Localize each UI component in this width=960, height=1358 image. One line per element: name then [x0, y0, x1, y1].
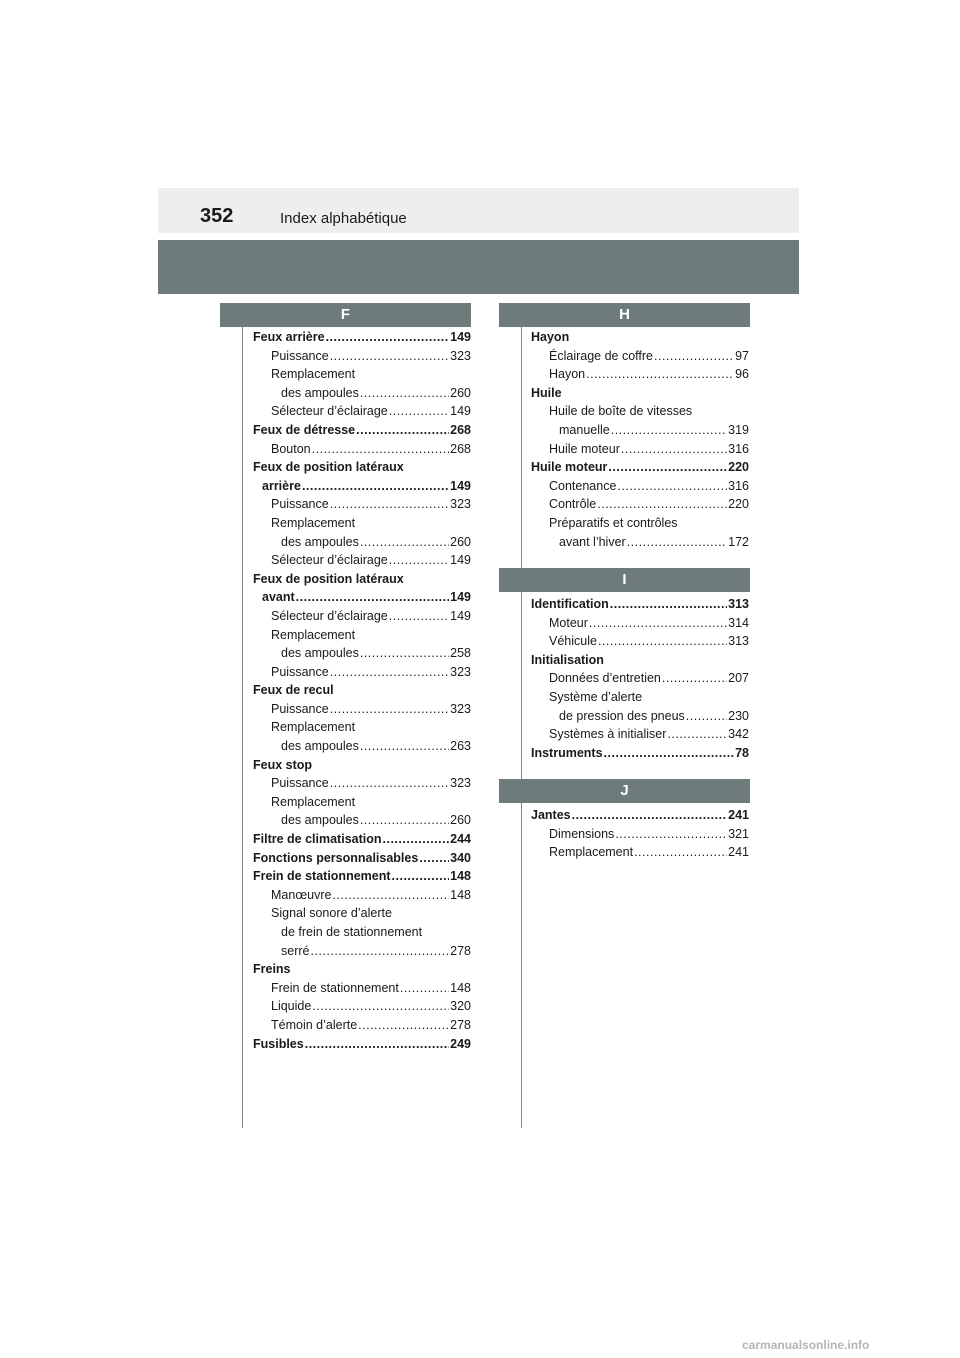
index-entry: [253, 718, 471, 737]
dot-leader: [330, 700, 449, 719]
dot-leader: [389, 402, 449, 421]
index-term: Véhicule: [549, 634, 597, 649]
index-term: Jantes: [531, 808, 571, 822]
dot-leader: [360, 644, 449, 663]
dot-leader: [615, 825, 727, 844]
dot-leader: [302, 477, 449, 496]
index-entry: [531, 614, 749, 633]
index-entry: [253, 607, 471, 626]
index-term: Éclairage de coffre: [549, 348, 653, 363]
watermark: carmanualsonline.info: [742, 1338, 870, 1352]
header-bar: [158, 188, 799, 233]
index-term: des ampoules: [281, 813, 359, 828]
index-page-number: 260: [450, 385, 471, 400]
index-entry: [253, 663, 471, 682]
index-term: arrière: [262, 478, 301, 493]
index-entry: [531, 440, 749, 459]
index-entry: [531, 651, 749, 670]
index-page-number: 207: [728, 671, 749, 686]
index-entry: [253, 551, 471, 570]
index-term: des ampoules: [281, 646, 359, 661]
index-term: des ampoules: [281, 385, 359, 400]
index-entry: [253, 347, 471, 366]
index-term: Fusibles: [253, 1036, 304, 1051]
index-page-number: 220: [728, 497, 749, 512]
index-entry: [253, 737, 471, 756]
index-page-number: 172: [728, 534, 749, 549]
dot-leader: [621, 440, 727, 459]
dot-leader: [627, 533, 727, 552]
index-entry: [253, 1016, 471, 1035]
index-entry: [253, 365, 471, 384]
index-term: Puissance: [271, 701, 329, 716]
index-page-number: 149: [450, 553, 471, 568]
dot-leader: [312, 997, 449, 1016]
index-entry: [253, 328, 471, 347]
index-page-number: 149: [450, 608, 471, 623]
index-entry: [253, 644, 471, 663]
dot-leader: [360, 384, 449, 403]
index-entry: [253, 421, 471, 440]
dot-leader: [572, 806, 728, 825]
index-term: Sélecteur d’éclairage: [271, 608, 388, 623]
index-page-number: 320: [450, 999, 471, 1014]
dot-leader: [332, 886, 449, 905]
index-term: Données d’entretien: [549, 671, 661, 686]
index-term: Sélecteur d’éclairage: [271, 553, 388, 568]
index-term: Instruments: [531, 745, 603, 760]
index-page-number: 323: [450, 348, 471, 363]
index-entry: [253, 384, 471, 403]
index-page-number: 319: [728, 422, 749, 437]
index-term: Feux de position latéraux: [253, 571, 404, 586]
index-page-number: 342: [728, 727, 749, 742]
index-page-number: 321: [728, 826, 749, 841]
index-entry: [253, 477, 471, 496]
index-term: Systèmes à initialiser: [549, 727, 667, 742]
index-term: Fonctions personnalisables: [253, 850, 419, 865]
index-entry: [253, 997, 471, 1016]
dot-leader: [383, 830, 450, 849]
index-entry: [531, 725, 749, 744]
index-page-number: 323: [450, 664, 471, 679]
index-entry: [253, 942, 471, 961]
index-page-number: 220: [728, 460, 749, 475]
index-entry: [531, 843, 749, 862]
index-page-number: 263: [450, 739, 471, 754]
index-entry: [253, 570, 471, 589]
index-page-number: 241: [728, 845, 749, 860]
index-term: Remplacement: [271, 515, 356, 530]
dot-leader: [360, 533, 449, 552]
dot-leader: [654, 347, 734, 366]
index-entry: [531, 477, 749, 496]
index-page-number: 78: [735, 745, 749, 760]
index-page-number: 323: [450, 776, 471, 791]
index-page-number: 249: [450, 1036, 471, 1051]
index-page-number: 313: [728, 634, 749, 649]
index-page-number: 258: [450, 646, 471, 661]
dot-leader: [610, 595, 727, 614]
index-page-number: 149: [450, 404, 471, 419]
index-page-number: 148: [450, 980, 471, 995]
index-entry: [531, 458, 749, 477]
index-page-number: 316: [728, 478, 749, 493]
dot-leader: [400, 979, 449, 998]
dot-leader: [419, 849, 449, 868]
index-term: Sélecteur d’éclairage: [271, 404, 388, 419]
index-term: Initialisation: [531, 652, 604, 667]
dot-leader: [634, 843, 727, 862]
index-term: Manœuvre: [271, 887, 332, 902]
index-page-number: 230: [728, 708, 749, 723]
index-entry: [531, 688, 749, 707]
index-term: des ampoules: [281, 534, 359, 549]
section-f-entries: [253, 328, 471, 1053]
index-page-number: 268: [450, 422, 471, 437]
index-term: Feux arrière: [253, 330, 325, 344]
index-term: avant l’hiver: [559, 534, 626, 549]
index-entry: [253, 588, 471, 607]
dot-leader: [330, 774, 449, 793]
index-entry: [531, 402, 749, 421]
index-entry: [253, 793, 471, 812]
dot-leader: [589, 614, 727, 633]
section-letter-h: H: [499, 303, 750, 327]
index-entry: [531, 384, 749, 403]
dot-leader: [611, 421, 727, 440]
dot-leader: [330, 347, 449, 366]
page-title: Index alphabétique: [280, 210, 407, 227]
index-entry: [531, 495, 749, 514]
index-entry: [531, 365, 749, 384]
dot-leader: [326, 328, 450, 347]
index-entry: [531, 328, 749, 347]
index-term: Remplacement: [271, 720, 356, 735]
index-page-number: 148: [450, 887, 471, 902]
index-term: Hayon: [531, 330, 570, 344]
index-entry: [531, 669, 749, 688]
index-entry: [531, 825, 749, 844]
dot-leader: [686, 707, 727, 726]
section-i-entries: [531, 595, 749, 762]
index-term: Freins: [253, 962, 291, 977]
section-j-entries: [531, 806, 749, 862]
index-page-number: 278: [450, 1017, 471, 1032]
dot-leader: [360, 737, 449, 756]
dot-leader: [360, 811, 449, 830]
index-entry: [253, 756, 471, 775]
index-entry: [531, 533, 749, 552]
index-term: Puissance: [271, 497, 329, 512]
dot-leader: [662, 669, 727, 688]
dot-leader: [305, 1035, 449, 1054]
index-page-number: 149: [450, 330, 471, 344]
index-entry: [253, 923, 471, 942]
index-entry: [531, 421, 749, 440]
index-entry: [531, 806, 749, 825]
index-entry: [253, 495, 471, 514]
index-term: Système d’alerte: [549, 689, 643, 704]
index-entry: [253, 886, 471, 905]
index-entry: [253, 904, 471, 923]
index-entry: [253, 811, 471, 830]
index-term: Hayon: [549, 367, 586, 382]
index-term: Huile moteur: [549, 441, 620, 456]
index-entry: [253, 700, 471, 719]
dot-leader: [330, 663, 449, 682]
index-term: Filtre de climatisation: [253, 832, 382, 847]
index-page-number: 313: [728, 597, 749, 611]
index-entry: [531, 707, 749, 726]
index-term: Contenance: [549, 478, 617, 493]
index-term: de frein de stationnement: [281, 925, 423, 939]
index-page-number: 260: [450, 534, 471, 549]
index-term: Feux stop: [253, 757, 313, 772]
index-page-number: 314: [728, 615, 749, 630]
index-page-number: 323: [450, 701, 471, 716]
index-term: de pression des pneus: [559, 708, 685, 723]
dot-leader: [392, 867, 450, 886]
index-term: Puissance: [271, 348, 329, 363]
index-term: Signal sonore d’alerte: [271, 906, 392, 921]
index-term: Frein de stationnement: [271, 980, 399, 995]
index-term: Témoin d’alerte: [271, 1017, 358, 1032]
index-term: Liquide: [271, 999, 312, 1014]
index-term: serré: [281, 943, 310, 958]
index-page-number: 244: [450, 832, 471, 847]
index-entry: [253, 867, 471, 886]
index-term: Dimensions: [549, 826, 615, 841]
index-page-number: 149: [450, 590, 471, 605]
index-term: Remplacement: [271, 627, 356, 642]
dot-leader: [330, 495, 449, 514]
dot-leader: [597, 495, 727, 514]
header-band: [158, 240, 799, 294]
right-column-rule: [521, 303, 522, 1128]
index-term: Préparatifs et contrôles: [549, 515, 678, 530]
index-entry: [253, 830, 471, 849]
index-term: Frein de stationnement: [253, 869, 391, 884]
index-term: Huile de boîte de vitesses: [549, 404, 693, 419]
index-term: Moteur: [549, 615, 588, 630]
index-entry: [253, 681, 471, 700]
index-term: Feux de recul: [253, 683, 334, 698]
index-entry: [531, 514, 749, 533]
section-letter-i: I: [499, 568, 750, 592]
index-term: Huile: [531, 385, 562, 400]
index-page-number: 149: [450, 478, 471, 493]
index-entry: [253, 849, 471, 868]
dot-leader: [358, 1016, 449, 1035]
page-number: 352: [200, 205, 234, 227]
dot-leader: [604, 744, 735, 763]
section-letter-f: F: [220, 303, 471, 327]
index-term: avant: [262, 590, 295, 605]
index-term: Contrôle: [549, 497, 597, 512]
index-term: Remplacement: [271, 794, 356, 809]
index-term: Puissance: [271, 664, 329, 679]
section-h-entries: [531, 328, 749, 551]
index-term: Huile moteur: [531, 460, 608, 475]
index-entry: [253, 960, 471, 979]
section-letter-j: J: [499, 779, 750, 803]
index-entry: [253, 514, 471, 533]
dot-leader: [598, 632, 727, 651]
index-page-number: 268: [450, 441, 471, 456]
index-page-number: 340: [450, 850, 471, 865]
index-term: manuelle: [559, 422, 610, 437]
dot-leader: [389, 551, 449, 570]
left-column-rule: [242, 303, 243, 1128]
dot-leader: [356, 421, 449, 440]
index-entry: [253, 774, 471, 793]
dot-leader: [586, 365, 734, 384]
index-term: Identification: [531, 597, 609, 611]
dot-leader: [310, 942, 449, 961]
index-entry: [253, 979, 471, 998]
index-entry: [253, 440, 471, 459]
index-term: Puissance: [271, 776, 329, 791]
index-entry: [253, 458, 471, 477]
index-entry: [531, 347, 749, 366]
index-entry: [253, 1035, 471, 1054]
index-page-number: 96: [735, 367, 749, 382]
index-entry: [253, 626, 471, 645]
index-page-number: 278: [450, 943, 471, 958]
dot-leader: [312, 440, 450, 459]
index-page-number: 241: [728, 808, 749, 822]
index-term: Remplacement: [271, 367, 356, 382]
index-entry: [253, 533, 471, 552]
index-page-number: 323: [450, 497, 471, 512]
dot-leader: [608, 458, 727, 477]
dot-leader: [667, 725, 727, 744]
dot-leader: [296, 588, 449, 607]
index-term: des ampoules: [281, 739, 359, 754]
index-term: Feux de détresse: [253, 422, 356, 437]
index-page-number: 316: [728, 441, 749, 456]
index-term: Feux de position latéraux: [253, 460, 404, 475]
index-page-number: 97: [735, 348, 749, 363]
dot-leader: [389, 607, 449, 626]
index-page-number: 260: [450, 813, 471, 828]
index-entry: [531, 632, 749, 651]
index-term: Remplacement: [549, 845, 634, 860]
index-page-number: 148: [450, 869, 471, 884]
dot-leader: [617, 477, 727, 496]
index-term: Bouton: [271, 441, 311, 456]
index-entry: [531, 595, 749, 614]
index-entry: [531, 744, 749, 763]
index-entry: [253, 402, 471, 421]
